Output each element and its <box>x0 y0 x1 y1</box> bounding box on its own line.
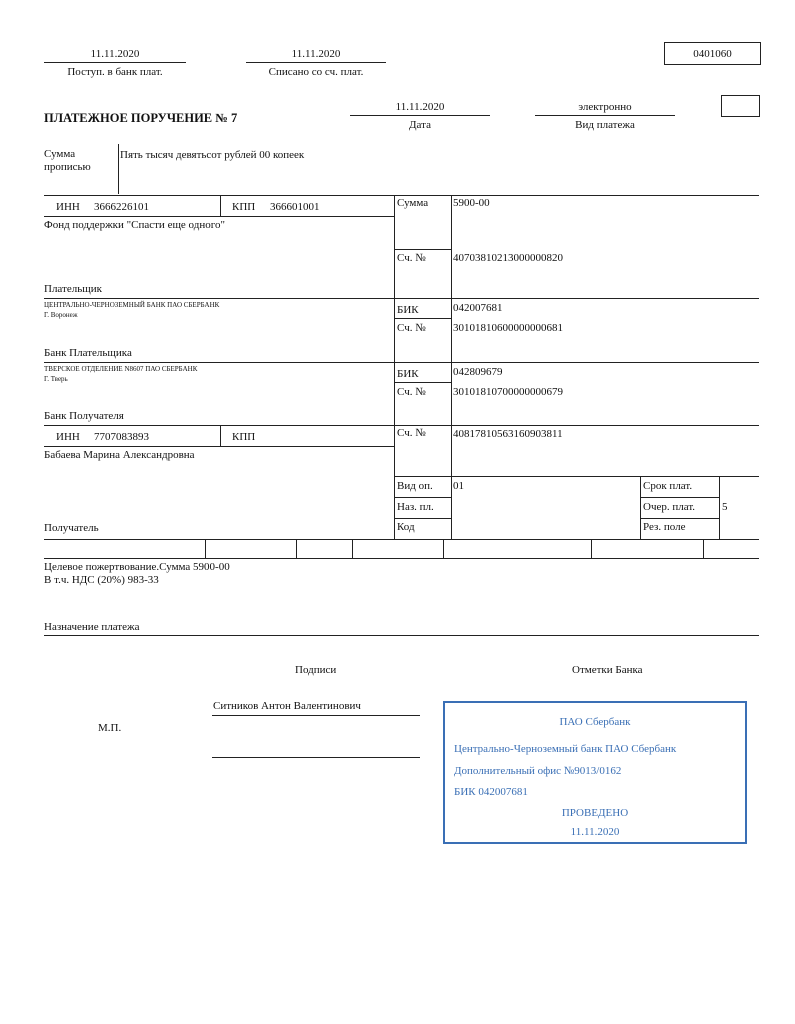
divider <box>443 539 444 558</box>
operation-type-value: 01 <box>453 480 464 492</box>
stamp-branch: Центрально-Черноземный банк ПАО Сбербанк <box>454 743 677 755</box>
divider <box>44 558 759 559</box>
stamp-date: 11.11.2020 <box>570 826 620 838</box>
payment-purpose-code-label: Наз. пл. <box>397 501 434 513</box>
divider <box>394 249 451 250</box>
divider <box>394 298 759 299</box>
divider <box>44 298 394 299</box>
stamp-bik: БИК 042007681 <box>454 786 528 798</box>
payee-bank-city: Г. Тверь <box>44 375 68 383</box>
empty-code-box <box>721 95 760 117</box>
divider <box>719 476 720 540</box>
divider <box>352 539 353 558</box>
payee-bank-account-label: Сч. № <box>397 386 426 398</box>
payer-name: Фонд поддержки "Спасти еще одного" <box>44 219 225 231</box>
reserve-field-label: Рез. поле <box>643 521 686 533</box>
bank-marks-label: Отметки Банка <box>572 664 643 676</box>
date-received: 11.11.2020 <box>90 48 140 60</box>
sum-label: Сумма <box>397 197 429 209</box>
divider <box>451 195 452 540</box>
divider <box>44 62 186 63</box>
payer-kpp: 366601001 <box>270 201 320 213</box>
divider <box>44 635 759 636</box>
signature-line-2 <box>212 757 420 758</box>
payer-bank-bik-label: БИК <box>397 304 419 316</box>
date-debited: 11.11.2020 <box>291 48 341 60</box>
payer-account: 40703810213000000820 <box>453 252 563 264</box>
payee-inn: 7707083893 <box>94 431 149 443</box>
payer-bank-label: Банк Плательщика <box>44 347 132 359</box>
payee-bank-account: 30101810700000000679 <box>453 386 563 398</box>
signatures-label: Подписи <box>295 664 337 676</box>
divider <box>640 497 719 498</box>
signer-name: Ситников Антон Валентинович <box>213 700 361 712</box>
amount-words-value: Пять тысяч девятьсот рублей 00 копеек <box>120 149 305 161</box>
payer-bank-account-label: Сч. № <box>397 322 426 334</box>
divider <box>220 425 221 446</box>
payer-bank-account: 30101810600000000681 <box>453 322 563 334</box>
divider <box>350 115 490 116</box>
divider <box>394 476 759 477</box>
payee-bank-label: Банк Получателя <box>44 410 124 422</box>
payer-bank-city: Г. Воронеж <box>44 311 78 319</box>
divider <box>44 539 759 540</box>
divider <box>44 425 759 426</box>
divider <box>246 62 386 63</box>
document-title: ПЛАТЕЖНОЕ ПОРУЧЕНИЕ № 7 <box>44 111 238 125</box>
divider <box>535 115 675 116</box>
payee-bank-bik-label: БИК <box>397 368 419 380</box>
stamp-office: Дополнительный офис №9013/0162 <box>454 765 622 777</box>
divider <box>44 362 759 363</box>
purpose-label: Назначение платежа <box>44 621 140 633</box>
purpose-line-2: В т.ч. НДС (20%) 983-33 <box>44 574 159 586</box>
divider <box>394 318 451 319</box>
payee-kpp-label: КПП <box>232 431 256 443</box>
divider <box>44 195 759 196</box>
payment-type-label: Вид платежа <box>575 119 635 131</box>
divider <box>44 446 394 447</box>
date-label: Дата <box>409 119 431 131</box>
payment-type: электронно <box>578 101 632 113</box>
form-code: 0401060 <box>693 48 732 60</box>
divider <box>394 382 451 383</box>
divider <box>591 539 592 558</box>
payment-order-value: 5 <box>722 501 728 513</box>
payer-account-label: Сч. № <box>397 252 426 264</box>
payer-bank-name: ЦЕНТРАЛЬНО-ЧЕРНОЗЕМНЫЙ БАНК ПАО СБЕРБАНК <box>44 301 220 309</box>
payment-term-label: Срок плат. <box>643 480 693 492</box>
payee-account: 40817810563160903811 <box>453 428 563 440</box>
payee-bank-name: ТВЕРСКОЕ ОТДЕЛЕНИЕ N8607 ПАО СБЕРБАНК <box>44 365 198 373</box>
divider <box>118 144 119 194</box>
divider <box>220 195 221 216</box>
amount-words-label-2: прописью <box>44 161 91 173</box>
stamp-bank-name: ПАО Сбербанк <box>559 716 631 728</box>
payer-inn-label: ИНН <box>56 201 80 213</box>
divider <box>205 539 206 558</box>
payer-label: Плательщик <box>44 283 102 295</box>
divider <box>394 195 395 540</box>
code-label: Код <box>397 521 415 533</box>
payee-label: Получатель <box>44 522 99 534</box>
payee-bank-bik: 042809679 <box>453 366 503 378</box>
label-received: Поступ. в банк плат. <box>67 66 163 78</box>
stamp-status: ПРОВЕДЕНО <box>561 807 629 819</box>
divider <box>640 518 719 519</box>
stamp-place: М.П. <box>98 722 122 734</box>
document-date: 11.11.2020 <box>395 101 445 113</box>
payer-inn: 3666226101 <box>94 201 149 213</box>
divider <box>44 216 394 217</box>
payee-name: Бабаева Марина Александровна <box>44 449 195 461</box>
amount-words-label-1: Сумма <box>44 148 76 160</box>
divider <box>703 539 704 558</box>
payee-account-label: Сч. № <box>397 427 426 439</box>
divider <box>640 476 641 540</box>
divider <box>394 518 451 519</box>
divider <box>296 539 297 558</box>
label-debited: Списано со сч. плат. <box>268 66 364 78</box>
sum-value: 5900-00 <box>453 197 490 209</box>
bank-stamp <box>443 701 747 844</box>
payee-inn-label: ИНН <box>56 431 80 443</box>
payer-bank-bik: 042007681 <box>453 302 503 314</box>
payment-order-label: Очер. плат. <box>643 501 696 513</box>
signature-line-1 <box>212 715 420 716</box>
payer-kpp-label: КПП <box>232 201 256 213</box>
divider <box>394 497 451 498</box>
purpose-line-1: Целевое пожертвование.Сумма 5900-00 <box>44 561 230 573</box>
operation-type-label: Вид оп. <box>397 480 433 492</box>
